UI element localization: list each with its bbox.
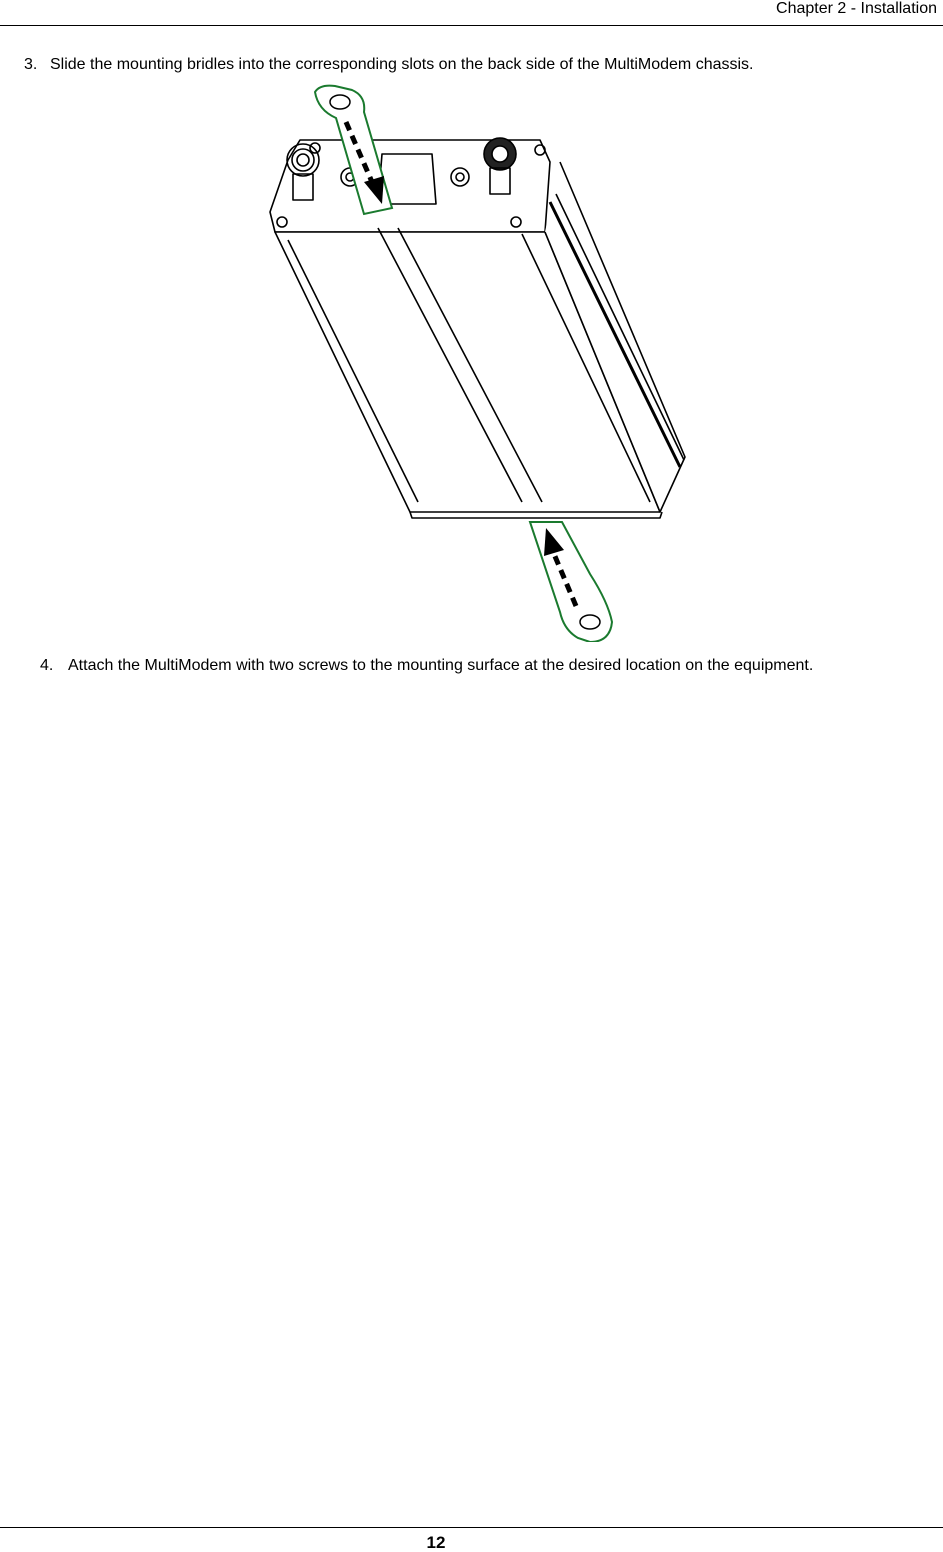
page-number: 12 [426,1533,446,1552]
header-divider [0,25,943,26]
step-number: 4. [40,657,54,674]
step-text: Attach the MultiModem with two screws to the mounting surface at the desired location on the equipment. [68,657,814,674]
modem-bridle-illustration [260,82,700,642]
step-text: Slide the mounting bridles into the corresponding slots on the back side of the MultiModem chassis. [50,56,754,73]
step-number: 3. [24,56,38,73]
bottom-bridle [530,522,612,642]
footer-divider [0,1527,943,1528]
chapter-header: Chapter 2 - Installation [776,0,937,17]
